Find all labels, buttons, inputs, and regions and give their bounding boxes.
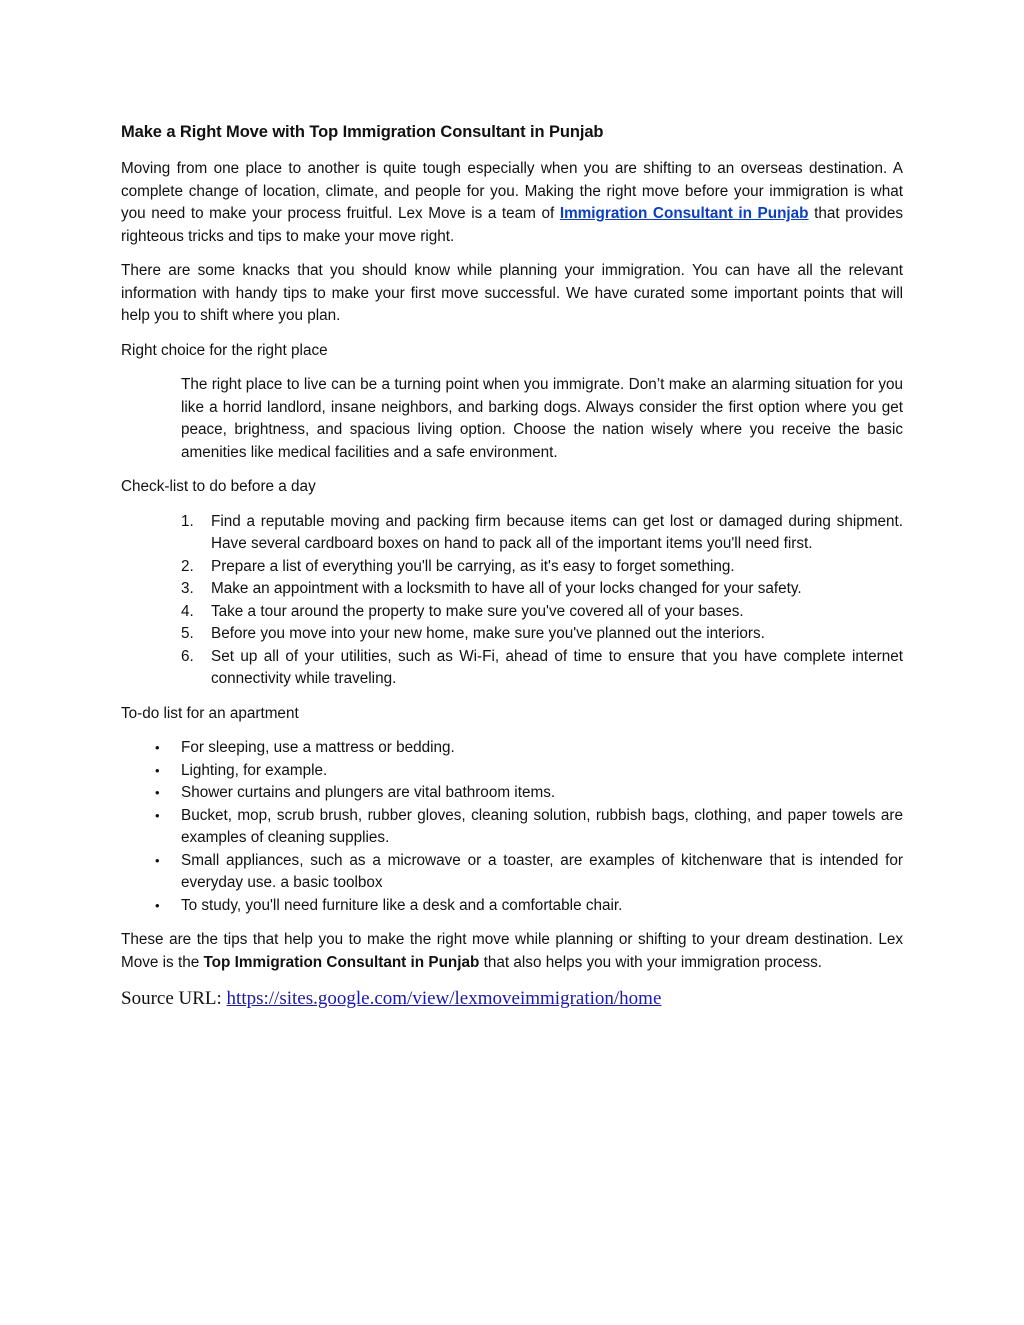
checklist-item xyxy=(181,511,903,556)
intro-text-after-link: that provides righteous tricks and tips to make your move right. xyxy=(121,205,903,245)
checklist-item-text: Prepare a list of everything you'll be carrying, as it's easy to forget something. xyxy=(211,557,735,575)
checklist-item xyxy=(181,623,903,646)
right-choice-heading: Right choice for the right place xyxy=(121,341,328,359)
bullet-icon: • xyxy=(155,897,160,913)
document-title: Make a Right Move with Top Immigration Consultant in Punjab xyxy=(121,123,604,141)
checklist-item xyxy=(181,578,903,601)
checklist-item-number: 5. xyxy=(181,625,194,642)
closing-text-after-bold: that also helps you with your immigration process. xyxy=(479,953,823,971)
bullet-icon: • xyxy=(155,740,160,755)
closing-bold-text: Top Immigration Consultant in Punjab xyxy=(203,953,480,971)
todo-item-text: Small appliances, such as a microwave or a toaster, are examples of kitchenware that is intended for everyday use. a basic toolbox xyxy=(181,851,903,891)
checklist-item-text: Set up all of your utilities, such as Wi-Fi, ahead of time to ensure that you have complete internet connectivity while traveling. xyxy=(211,647,903,687)
todo-list xyxy=(121,737,903,917)
checklist-item xyxy=(181,646,903,691)
checklist-item-number: 3. xyxy=(181,580,194,597)
source-url-link[interactable]: https://sites.google.com/view/lexmoveimmigration/home xyxy=(226,988,662,1009)
source-line xyxy=(121,986,903,1012)
todo-item-text: Bucket, mop, scrub brush, rubber gloves, cleaning solution, rubbish bags, clothing, and paper towels are examples of cleaning supplies. xyxy=(181,806,903,846)
todo-item xyxy=(155,782,903,805)
todo-item-text: Shower curtains and plungers are vital bathroom items. xyxy=(181,784,556,801)
todo-item-text: For sleeping, use a mattress or bedding. xyxy=(181,739,455,756)
intro-paragraph xyxy=(121,158,903,248)
todo-heading: To-do list for an apartment xyxy=(121,704,299,722)
knacks-paragraph: There are some knacks that you should know while planning your immigration. You can have all the relevant information with handy tips to make your first move successful. We have curated some important points that will help you to shift where you plan. xyxy=(121,262,903,324)
checklist-item xyxy=(181,556,903,579)
bullet-icon: • xyxy=(155,762,160,778)
todo-item xyxy=(155,760,903,783)
checklist-item-text: Find a reputable moving and packing firm because items can get lost or damaged during shipment. Have several cardboard boxes on hand to pack all of the important items you'll need first. xyxy=(211,512,903,552)
todo-item xyxy=(155,737,903,760)
right-choice-body: The right place to live can be a turning point when you immigrate. Don’t make an alarming situation for you like a horrid landlord, insane neighbors, and barking dogs. Always consider the first option where you get peace, brightness, and spacious living option. Choose the nation wisely where you receive the basic amenities like medical facilities and a safe environment. xyxy=(181,376,903,461)
document-page xyxy=(121,120,903,1012)
bullet-icon: • xyxy=(155,807,160,823)
todo-item xyxy=(155,895,903,918)
todo-item xyxy=(155,805,903,850)
closing-paragraph xyxy=(121,929,903,974)
checklist-item-text: Make an appointment with a locksmith to have all of your locks changed for your safety. xyxy=(211,580,802,597)
bullet-icon: • xyxy=(155,785,160,800)
todo-item-text: Lighting, for example. xyxy=(181,761,328,779)
checklist-heading: Check-list to do before a day xyxy=(121,478,316,495)
checklist-item-text: Before you move into your new home, make sure you've planned out the interiors. xyxy=(211,625,765,642)
immigration-consultant-link[interactable]: Immigration Consultant in Punjab xyxy=(559,205,809,222)
checklist-item-text: Take a tour around the property to make sure you've covered all of your bases. xyxy=(211,602,744,620)
todo-item-text: To study, you'll need furniture like a desk and a comfortable chair. xyxy=(181,896,623,914)
checklist-item xyxy=(181,601,903,624)
bullet-icon: • xyxy=(155,852,160,868)
todo-item xyxy=(155,850,903,895)
closing-text-before-bold: These are the tips that help you to make the right move while planning or shifting to your dream destination. Lex Move is the xyxy=(121,931,903,971)
checklist-item-number: 2. xyxy=(181,557,194,575)
intro-text-before-link: Moving from one place to another is quite tough especially when you are shifting to an overseas destination. A complete change of location, climate, and people for you. Making the right move before your immigration is what you need to make your process fruitful. Lex Move is a team of xyxy=(121,160,903,222)
checklist-item-number: 4. xyxy=(181,602,194,620)
checklist-item-number: 6. xyxy=(181,647,194,665)
checklist xyxy=(121,511,903,691)
checklist-item-number: 1. xyxy=(181,512,194,530)
source-label: Source URL: xyxy=(121,988,227,1009)
